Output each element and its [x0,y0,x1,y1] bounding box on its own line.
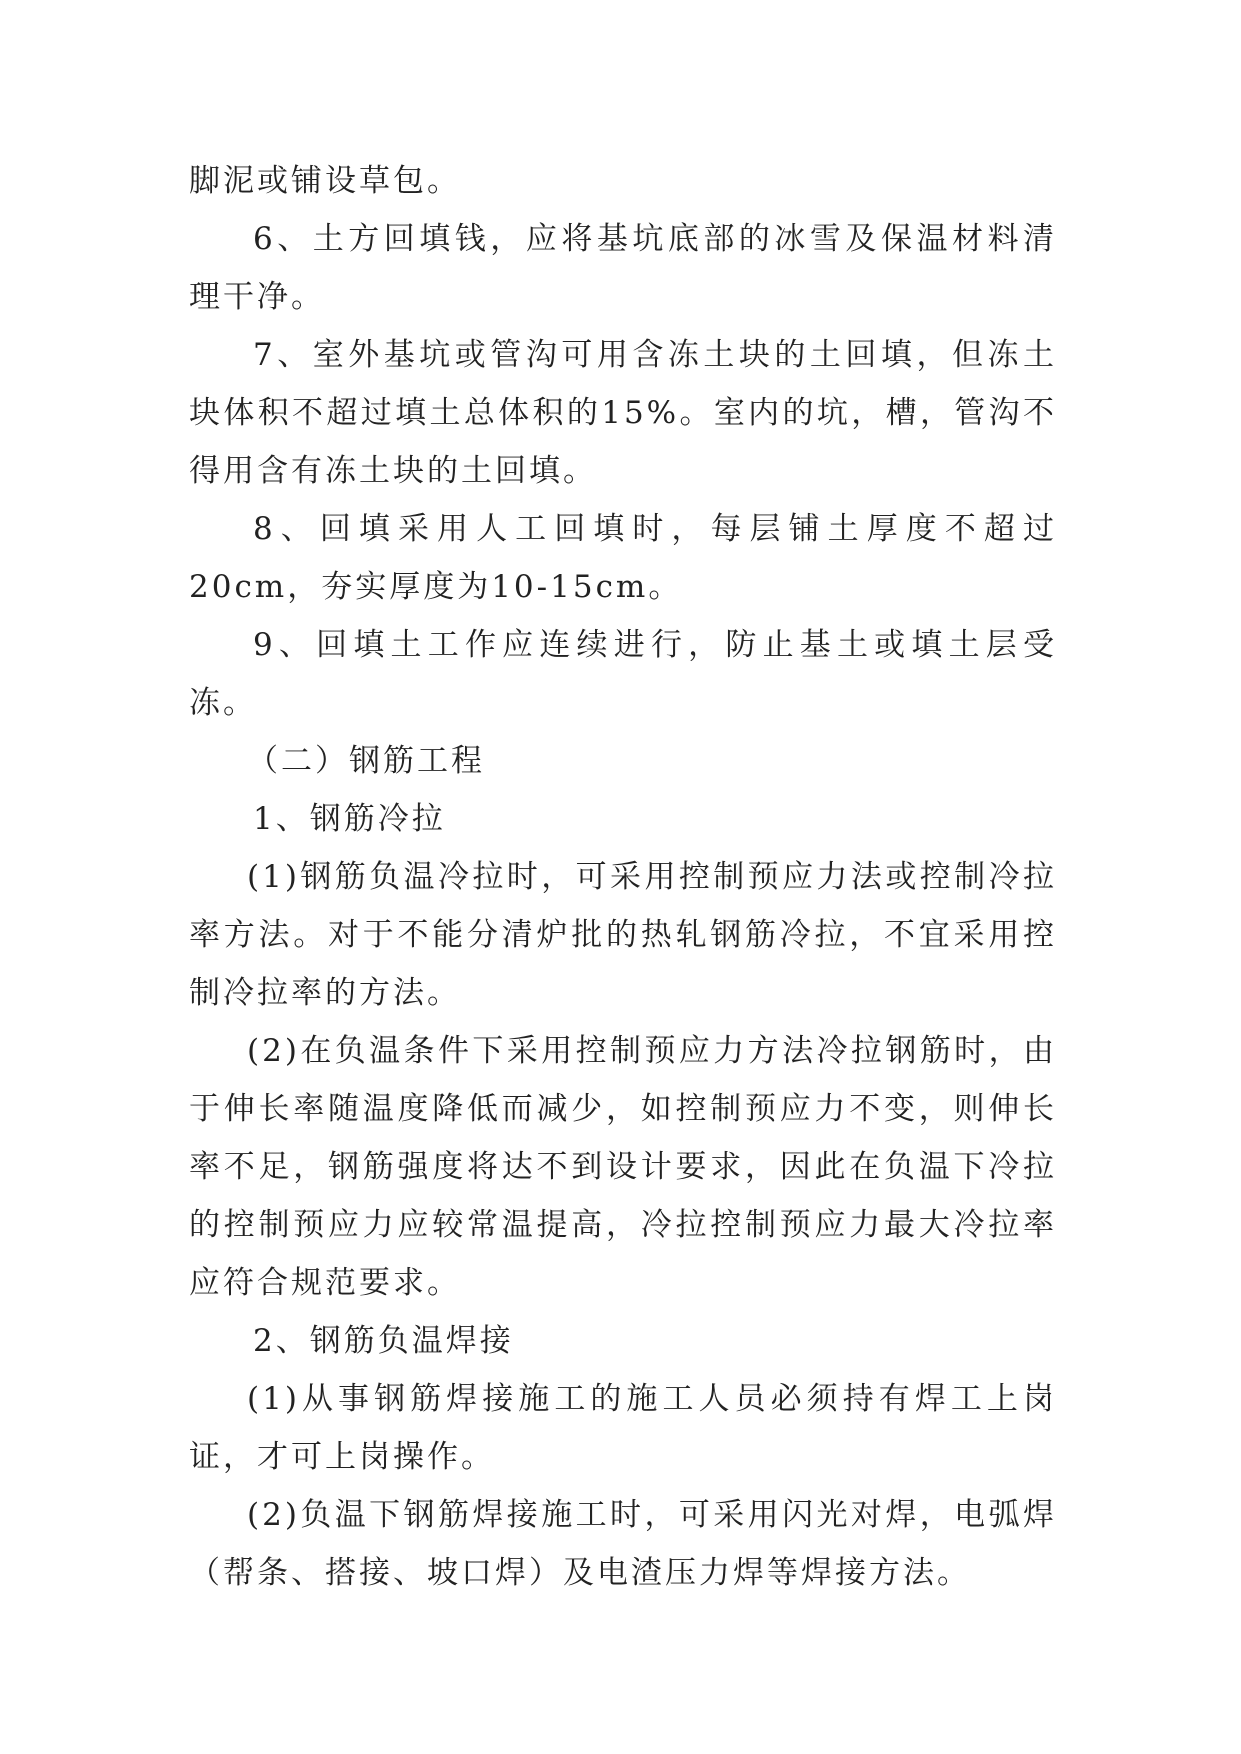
paragraph-welding-2: (2)负温下钢筋焊接施工时，可采用闪光对焊，电弧焊（帮条、搭接、坡口焊）及电渣压力焊等焊接方法。 [189,1497,1057,1591]
paragraph-item-8: 8、回填采用人工回填时，每层铺土厚度不超过20cm，夯实厚度为10-15cm。 [189,511,1057,605]
paragraph-continuation: 脚泥或铺设草包。 [189,163,461,199]
paragraph-item-6: 6、土方回填钱，应将基坑底部的冰雪及保温材料清理干净。 [189,221,1057,315]
subheading-welding: 2、钢筋负温焊接 [253,1323,514,1359]
paragraph-cold-drawing-2: (2)在负温条件下采用控制预应力方法冷拉钢筋时，由于伸长率随温度降低而减少，如控制预应力不变，则伸长率不足，钢筋强度将达不到设计要求，因此在负温下冷拉的控制预应力应较常温提高，冷拉控制预应力最大冷拉率应符合规范要求。 [189,1033,1057,1301]
document-body [189,152,1057,1602]
subheading-cold-drawing: 1、钢筋冷拉 [253,801,446,837]
section-heading-rebar: （二）钢筋工程 [247,743,485,779]
paragraph-item-7: 7、室外基坑或管沟可用含冻土块的土回填，但冻土块体积不超过填土总体积的15%。室内的坑，槽，管沟不得用含有冻土块的土回填。 [189,337,1057,489]
paragraph-cold-drawing-1: (1)钢筋负温冷拉时，可采用控制预应力法或控制冷拉率方法。对于不能分清炉批的热轧钢筋冷拉，不宜采用控制冷拉率的方法。 [189,859,1057,1011]
paragraph-welding-1: (1)从事钢筋焊接施工的施工人员必须持有焊工上岗证，才可上岗操作。 [189,1381,1057,1475]
paragraph-item-9: 9、回填土工作应连续进行，防止基土或填土层受冻。 [189,627,1057,721]
